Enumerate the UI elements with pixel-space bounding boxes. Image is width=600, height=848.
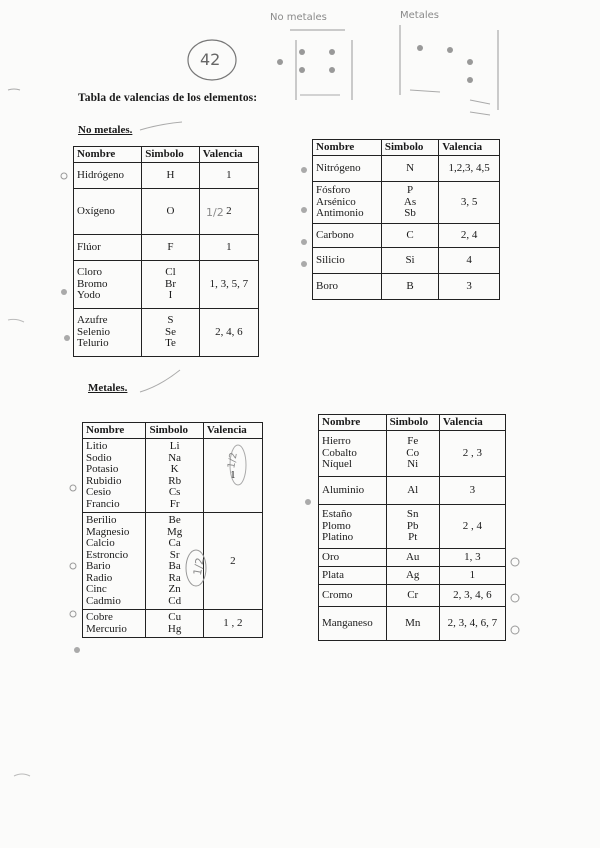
nombre-cell: [74, 163, 142, 189]
table-row: [313, 182, 500, 224]
fraction-annotation: 1/2: [226, 451, 240, 470]
element-symbol: Mg: [167, 525, 183, 538]
element-symbol: Al: [407, 483, 419, 496]
nombre-cell: [313, 182, 382, 224]
nombre-cell: [319, 431, 387, 477]
element-symbol: Sr: [169, 548, 180, 561]
nombre-cell: [74, 309, 142, 357]
header-simbolo: Simbolo: [142, 147, 199, 163]
element-symbol: Mn: [405, 616, 421, 629]
nombre-cell: [74, 261, 142, 309]
header-simbolo: Simbolo: [146, 423, 203, 439]
nombre-cell: [319, 567, 387, 585]
element-symbol: Ra: [168, 571, 181, 584]
top-left-label-annotation: No metales: [270, 12, 327, 23]
element-name: Cromo: [322, 588, 353, 601]
nombre-cell: [319, 585, 387, 607]
valencia-cell: 2, 3, 4, 6: [439, 585, 505, 607]
table-row: [83, 610, 263, 638]
element-name: Francio: [86, 497, 120, 510]
simbolo-cell: [381, 274, 438, 300]
element-symbol: Cr: [407, 588, 419, 601]
nombre-cell: [319, 549, 387, 567]
valencia-cell: 1, 3, 5, 7: [199, 261, 258, 309]
table-row: [319, 585, 506, 607]
nombre-cell: [83, 513, 146, 610]
valencia-cell: 1, 3: [439, 549, 505, 567]
element-symbol: Sb: [404, 207, 416, 220]
table-row: [74, 189, 259, 235]
page-title: Tabla de valencias de los elementos:: [78, 92, 258, 104]
element-name: Cadmio: [86, 594, 121, 607]
element-name: Sodio: [86, 451, 112, 464]
table-row: [319, 567, 506, 585]
valencia-cell: 3: [439, 477, 505, 505]
valencia-cell: 2, 4: [439, 224, 500, 248]
table-row: [319, 607, 506, 641]
valencia-cell: 1 , 2: [203, 610, 262, 638]
element-symbol: H: [166, 168, 175, 181]
element-name: Carbono: [316, 228, 354, 241]
table-row: [313, 156, 500, 182]
table-row: [74, 261, 259, 309]
simbolo-cell: [386, 585, 439, 607]
nombre-cell: [74, 189, 142, 235]
element-symbol: Pb: [406, 519, 419, 532]
simbolo-cell: [381, 182, 438, 224]
valencia-cell: 2: [199, 189, 258, 235]
simbolo-cell: [386, 567, 439, 585]
table-row: [319, 431, 506, 477]
table-row: [83, 513, 263, 610]
element-name: Rubidio: [86, 474, 122, 487]
element-name: Oro: [322, 550, 340, 563]
simbolo-cell: [386, 549, 439, 567]
element-name: Cesio: [86, 486, 112, 498]
element-symbol: K: [170, 463, 179, 475]
element-symbol: C: [406, 228, 414, 241]
element-symbol: As: [403, 195, 417, 208]
header-valencia: Valencia: [203, 423, 262, 439]
table-row: [74, 309, 259, 357]
element-symbol: Ca: [168, 537, 181, 549]
element-name: Plata: [322, 568, 344, 581]
nombre-cell: [319, 505, 387, 549]
element-symbol: Fe: [407, 435, 419, 448]
top-right-label-annotation: Metales: [400, 10, 439, 21]
element-symbol: P: [406, 184, 414, 197]
valencia-cell: 1: [203, 439, 262, 513]
element-symbol: Li: [169, 440, 180, 452]
valencia-cell: 2, 3, 4, 6, 7: [439, 607, 505, 641]
element-name: Cloro: [77, 266, 103, 279]
simbolo-cell: [142, 261, 199, 309]
valencia-cell: 4: [439, 248, 500, 274]
valencia-cell: 2 , 4: [439, 505, 505, 549]
valencia-cell: 3, 5: [439, 182, 500, 224]
element-symbol: Si: [405, 253, 415, 266]
simbolo-cell: [146, 439, 203, 513]
element-name: Bromo: [77, 277, 108, 290]
element-symbol: F: [167, 240, 174, 253]
nombre-cell: [74, 235, 142, 261]
element-name: Plomo: [322, 519, 351, 532]
element-name: Boro: [316, 279, 338, 292]
element-name: Arsénico: [316, 195, 356, 208]
element-symbol: Ag: [405, 568, 420, 581]
element-symbol: Cl: [165, 266, 176, 279]
nombre-cell: [313, 274, 382, 300]
element-name: Potasio: [86, 463, 119, 475]
fraction-annotation: 1/2: [190, 556, 207, 577]
page-number-annotation: 42: [200, 50, 221, 69]
header-valencia: Valencia: [199, 147, 258, 163]
nombre-cell: [313, 224, 382, 248]
element-symbol: Cs: [168, 486, 181, 498]
element-name: Níquel: [322, 458, 352, 471]
valencia-cell: 1: [439, 567, 505, 585]
element-name: Yodo: [77, 289, 101, 302]
header-simbolo: Simbolo: [386, 415, 439, 431]
table-row: [74, 163, 259, 189]
element-name: Calcio: [86, 537, 115, 549]
element-symbol: O: [166, 204, 175, 217]
table-header-row: [313, 140, 500, 156]
table-row: [319, 505, 506, 549]
element-name: Selenio: [77, 325, 110, 338]
simbolo-cell: [386, 477, 439, 505]
header-nombre: Nombre: [83, 423, 146, 439]
element-name: Radio: [86, 571, 113, 584]
simbolo-cell: [381, 248, 438, 274]
element-name: Mercurio: [86, 622, 127, 635]
element-symbol: Br: [164, 277, 176, 290]
element-name: Oxígeno: [77, 204, 115, 217]
element-symbol: Sn: [406, 508, 419, 521]
element-name: Hidrógeno: [77, 168, 125, 181]
element-name: Cobre: [86, 611, 113, 623]
element-symbol: Rb: [168, 474, 182, 487]
simbolo-cell: [146, 610, 203, 638]
element-name: Manganeso: [322, 616, 373, 629]
element-symbol: Zn: [168, 583, 181, 595]
header-nombre: Nombre: [74, 147, 142, 163]
element-symbol: N: [406, 161, 415, 174]
fraction-annotation: 1/2: [206, 206, 224, 219]
header-simbolo: Simbolo: [381, 140, 438, 156]
header-nombre: Nombre: [319, 415, 387, 431]
table-no-metales-left: [73, 146, 259, 357]
valencia-cell: 2, 4, 6: [199, 309, 258, 357]
element-symbol: Au: [405, 550, 420, 563]
element-symbol: Cu: [168, 611, 182, 623]
valencia-cell: 2: [203, 513, 262, 610]
simbolo-cell: [381, 224, 438, 248]
element-symbol: Fr: [169, 497, 180, 510]
simbolo-cell: [381, 156, 438, 182]
simbolo-cell: [386, 505, 439, 549]
nombre-cell: [83, 439, 146, 513]
element-symbol: I: [168, 289, 173, 302]
simbolo-cell: [142, 189, 199, 235]
table-row: [74, 235, 259, 261]
valencia-cell: 1: [199, 235, 258, 261]
element-name: Estroncio: [86, 548, 129, 561]
table-row: [319, 477, 506, 505]
element-symbol: B: [406, 279, 414, 292]
element-name: Berilio: [86, 514, 117, 526]
element-symbol: Hg: [167, 622, 182, 635]
table-row: [313, 248, 500, 274]
element-name: Estaño: [322, 508, 352, 521]
element-symbol: Be: [168, 514, 181, 526]
element-symbol: Se: [164, 325, 176, 338]
header-valencia: Valencia: [439, 415, 505, 431]
simbolo-cell: [386, 431, 439, 477]
header-nombre: Nombre: [313, 140, 382, 156]
table-row: [83, 439, 263, 513]
simbolo-cell: [142, 163, 199, 189]
nombre-cell: [313, 156, 382, 182]
nombre-cell: [83, 610, 146, 638]
header-valencia: Valencia: [439, 140, 500, 156]
element-name: Aluminio: [322, 483, 365, 496]
element-name: Antimonio: [316, 207, 364, 220]
valencia-cell: 1: [199, 163, 258, 189]
element-symbol: Cd: [168, 594, 182, 607]
simbolo-cell: [142, 309, 199, 357]
table-row: [313, 274, 500, 300]
element-name: Litio: [86, 440, 108, 452]
simbolo-cell: [142, 235, 199, 261]
section-heading-metales: Metales.: [88, 382, 128, 394]
table-row: [319, 549, 506, 567]
table-header-row: [83, 423, 263, 439]
table-no-metales-right: [312, 139, 500, 300]
valencia-cell: 1,2,3, 4,5: [439, 156, 500, 182]
simbolo-cell: [386, 607, 439, 641]
table-header-row: [319, 415, 506, 431]
element-name: Hierro: [322, 435, 351, 448]
element-name: Platino: [322, 531, 354, 544]
table-header-row: [74, 147, 259, 163]
element-name: Telurio: [77, 337, 109, 350]
table-metales-right: [318, 414, 506, 641]
element-symbol: Co: [406, 446, 420, 459]
element-name: Azufre: [77, 314, 108, 327]
element-symbol: S: [167, 314, 174, 327]
nombre-cell: [319, 607, 387, 641]
element-symbol: Ni: [407, 458, 419, 471]
valencia-cell: 2 , 3: [439, 431, 505, 477]
element-symbol: Te: [165, 337, 176, 350]
element-name: Cinc: [86, 583, 107, 595]
element-name: Nitrógeno: [316, 161, 361, 174]
section-heading-no-metales: No metales.: [78, 124, 133, 136]
nombre-cell: [319, 477, 387, 505]
element-name: Fósforo: [316, 184, 351, 197]
element-symbol: Na: [168, 451, 182, 464]
valencia-cell: 3: [439, 274, 500, 300]
element-name: Cobalto: [322, 446, 357, 459]
element-symbol: Pt: [408, 531, 418, 544]
table-row: [313, 224, 500, 248]
element-name: Magnesio: [86, 525, 130, 538]
nombre-cell: [313, 248, 382, 274]
element-name: Silicio: [316, 253, 345, 266]
element-name: Flúor: [77, 240, 101, 253]
element-name: Bario: [86, 560, 111, 572]
element-symbol: Ba: [168, 560, 181, 572]
